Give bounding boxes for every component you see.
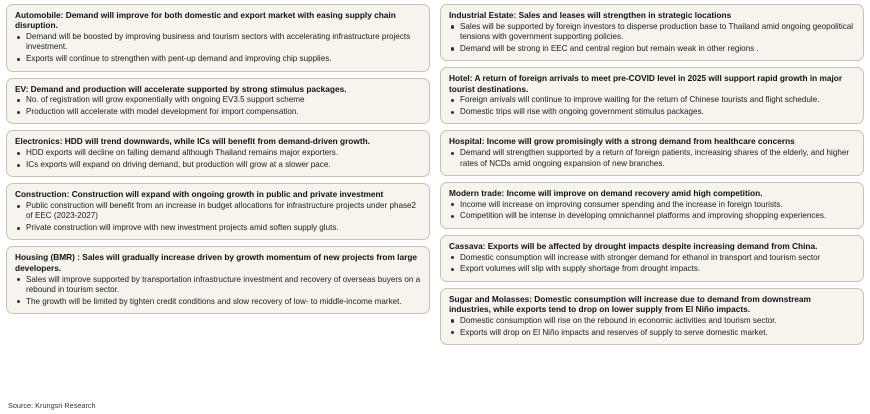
right-column: [440, 4, 864, 345]
sector-bullet-item: Income will increase on improving consumer spending and the increase in foreign tourists.: [449, 200, 855, 210]
left-column: [6, 4, 430, 314]
sector-card: [440, 130, 864, 175]
sector-bullet-item: Public construction will benefit from an increase in budget allocations for infrastructure projects under phase2 of EEC (2023-2027): [15, 201, 421, 222]
sector-bullet-item: Private construction will improve with new investment projects amid soften supply gluts.: [15, 223, 421, 233]
sector-bullet-list: [449, 200, 855, 222]
sector-bullet-item: Production will accelerate with model development for import compensation.: [15, 107, 421, 117]
sector-card-title: Housing (BMR) : Sales will gradually increase driven by growth momentum of new projects from large developers.: [15, 252, 418, 273]
sector-bullet-list: [449, 22, 855, 54]
sector-bullet-item: The growth will be limited by tighten credit conditions and slow recovery of low- to middle-income market.: [15, 297, 421, 307]
sector-bullet-list: [449, 253, 855, 275]
sector-card-title: Modern trade: Income will improve on demand recovery amid high competition.: [449, 187, 763, 198]
sector-bullet-item: Foreign arrivals will continue to improve waiting for the return of Chinese tourists and flight schedule.: [449, 95, 855, 105]
sector-bullet-list: [449, 95, 855, 117]
sector-bullet-item: Domestic trips will rise with ongoing government stimulus packages.: [449, 107, 855, 117]
sector-bullet-list: [15, 32, 421, 64]
sector-card: [440, 182, 864, 229]
sector-card-title: Hospital: Income will grow promisingly with a strong demand from healthcare concerns: [449, 136, 795, 147]
sector-card-title: Cassava: Exports will be affected by drought impacts despite increasing demand from China.: [449, 240, 818, 251]
sector-card-title: Automobile: Demand will improve for both domestic and export market with easing supply chain disruption.: [15, 10, 396, 31]
sector-card: [440, 67, 864, 124]
sector-card-title: EV: Demand and production will accelerate supported by strong stimulus packages.: [15, 83, 347, 94]
sector-bullet-list: [449, 148, 855, 169]
sector-card: [6, 246, 430, 314]
sector-bullet-item: ICs exports will expand on driving demand, but production will grow at a slower pace.: [15, 160, 421, 170]
sector-bullet-item: Demand will be strong in EEC and central region but remain weak in other regions .: [449, 44, 855, 54]
sector-bullet-item: No. of registration will grow exponentially with ongoing EV3.5 support scheme: [15, 95, 421, 105]
sector-bullet-item: HDD exports will decline on falling demand although Thailand remains major exporters.: [15, 148, 421, 158]
sector-bullet-list: [15, 95, 421, 117]
sector-card-title: Construction: Construction will expand with ongoing growth in public and private investment: [15, 189, 384, 200]
sector-card: [6, 183, 430, 240]
sector-card-title: Hotel: A return of foreign arrivals to meet pre-COVID level in 2025 will support rapid growth in major tourist destinations.: [449, 73, 843, 94]
sector-card: [6, 78, 430, 125]
sector-card-title: Industrial Estate: Sales and leases will strengthen in strategic locations: [449, 10, 732, 20]
sector-bullet-item: Demand will be boosted by improving business and tourism sectors with accelerating infrastructure projects investment.: [15, 32, 421, 53]
sector-bullet-item: Demand will strengthen supported by a return of foreign patients, increasing shares of the elderly, and higher rates of NCDs amid ongoing expansion of new branches.: [449, 148, 855, 169]
sector-bullet-list: [15, 275, 421, 307]
sector-bullet-item: Exports will continue to strengthen with pent-up demand and improving chip supplies.: [15, 54, 421, 64]
sector-bullet-item: Domestic consumption will increase with stronger demand for ethanol in transport and tourism sector: [449, 253, 855, 263]
sector-bullet-item: Sales will be supported by foreign investors to disperse production base to Thailand amid ongoing geopolitical tensions with government supporting policies.: [449, 22, 855, 43]
sector-bullet-list: [15, 201, 421, 233]
sector-card: [440, 4, 864, 61]
sector-card: [440, 235, 864, 282]
sector-card-title: Sugar and Molasses: Domestic consumption will increase due to demand from downstream industries, while exports tend to drop on lower supply from El Niño impacts.: [449, 293, 811, 314]
sector-card: [440, 288, 864, 345]
sector-bullet-item: Sales will improve supported by transportation infrastructure investment and recovery of overseas buyers on a rebound in tourism sector.: [15, 275, 421, 296]
sector-card-title: Electronics: HDD will trend downwards, while ICs will benefit from demand-driven growth.: [15, 136, 370, 147]
sector-bullet-list: [449, 316, 855, 338]
source-note: Source: Krungsri Research: [8, 401, 96, 410]
sector-bullet-item: Export volumes will slip with supply shortage from drought impacts.: [449, 264, 855, 274]
sector-bullet-item: Competition will be intense in developing omnichannel platforms and improving shopping experiences.: [449, 211, 855, 221]
sector-bullet-list: [15, 148, 421, 170]
sector-bullet-item: Domestic consumption will rise on the rebound in economic activities and tourism sector.: [449, 316, 855, 326]
sector-card: [6, 4, 430, 72]
sector-card: [6, 130, 430, 177]
sector-bullet-item: Exports will drop on El Niño impacts and reserves of supply to serve domestic market.: [449, 328, 855, 338]
two-column-layout: [6, 4, 864, 345]
